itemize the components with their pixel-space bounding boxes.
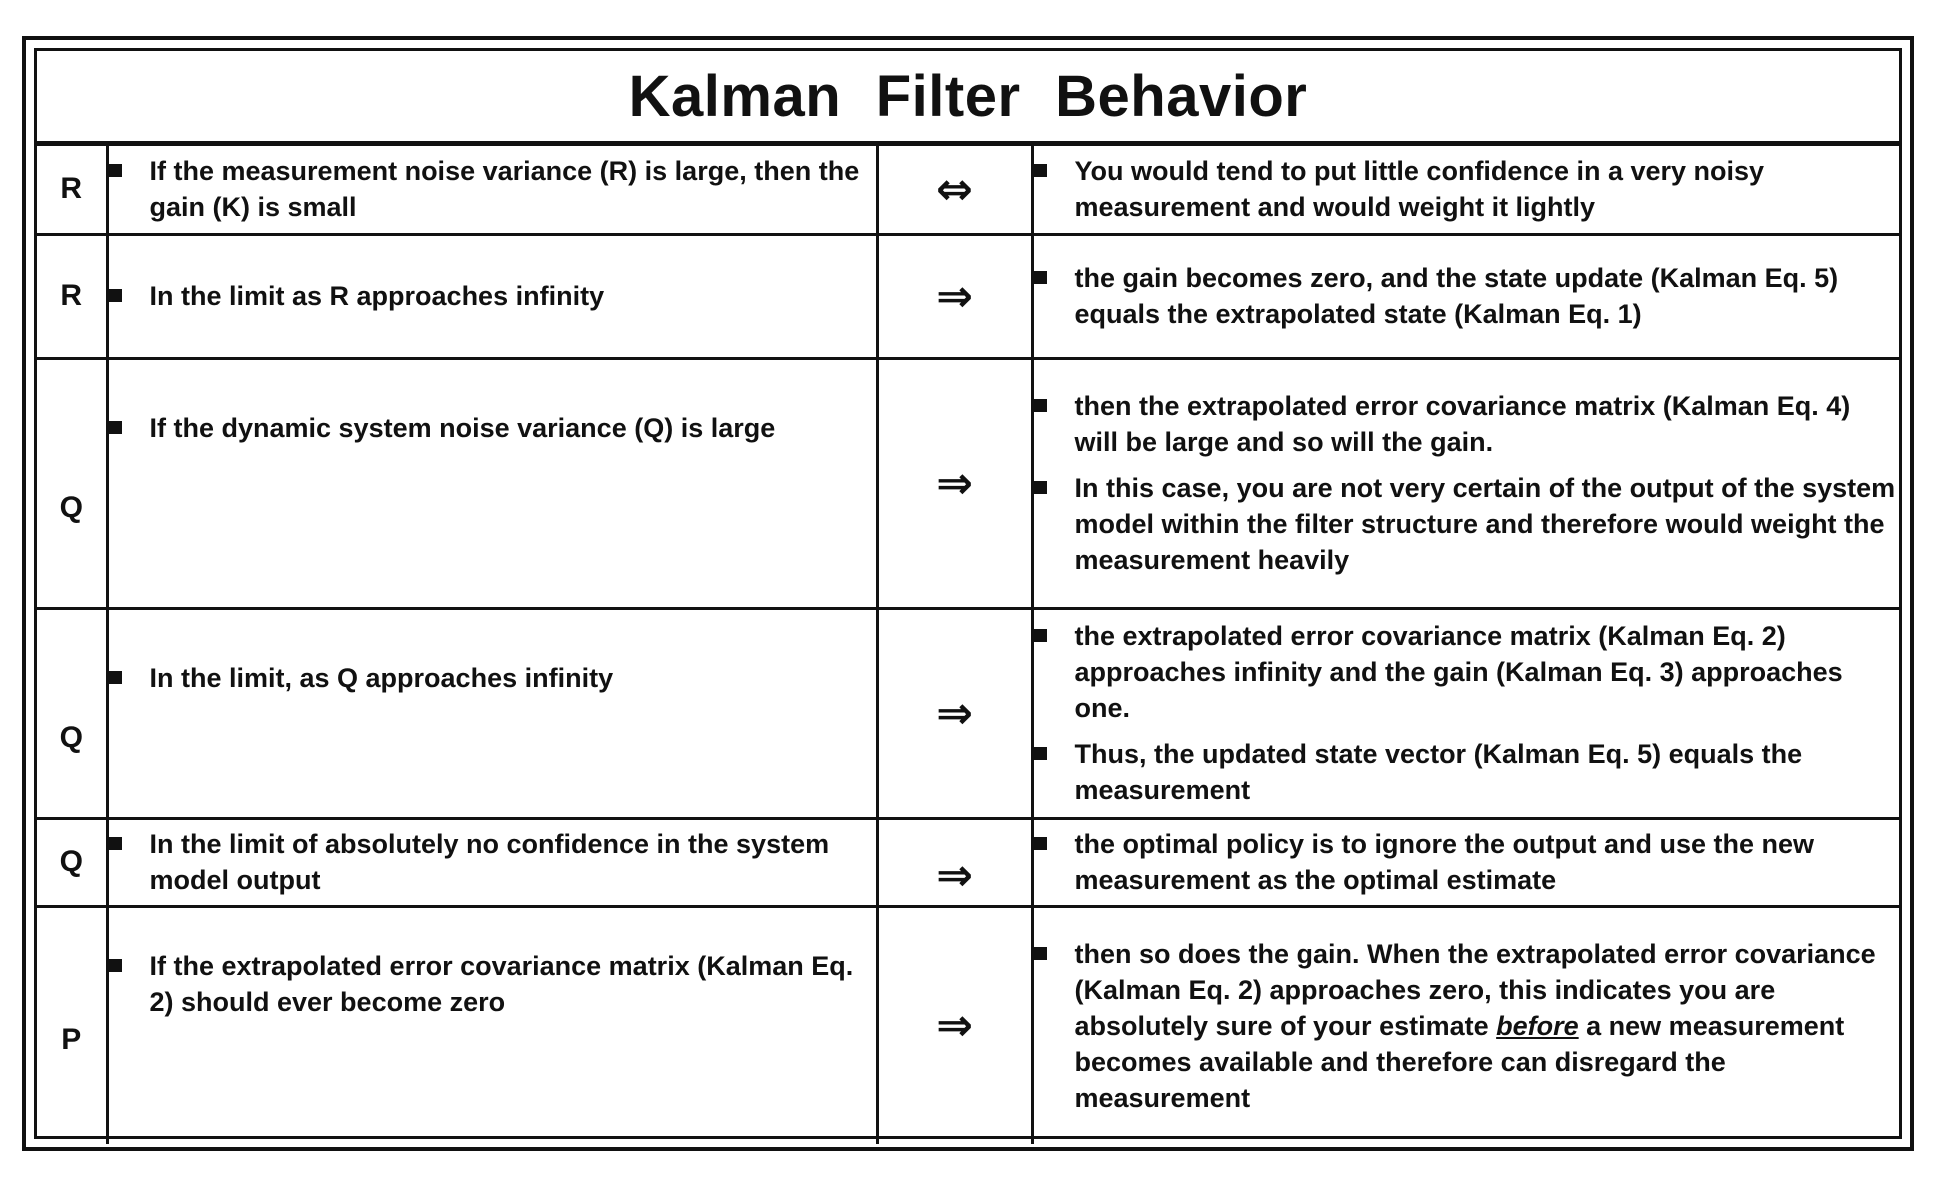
variable-cell: R [37,234,107,358]
emphasized-word: before [1496,1010,1579,1041]
bullet-icon [109,164,122,177]
list-item [1034,936,1900,1116]
consequence-cell [1032,146,1899,234]
list-item [1034,736,1900,808]
consequence-text: then the extrapolated error covariance matrix (Kalman Eq. 4) will be large and so will the gain. [1074,391,1851,457]
consequence-text: the extrapolated error covariance matrix (Kalman Eq. 2) approaches infinity and the gain (Kalman Eq. 3) approaches one. [1074,621,1843,723]
condition-text: In the limit as R approaches infinity [149,281,605,311]
variable-cell: R [37,146,107,234]
condition-cell [107,818,877,906]
variable-cell: Q [37,818,107,906]
consequence-cell [1032,906,1899,1144]
table-row [37,906,1899,1144]
condition-text: If the dynamic system noise variance (Q) is large [149,412,776,443]
consequence-text [1075,936,1900,1116]
consequence-cell [1032,358,1899,608]
list-item [1034,388,1900,460]
implication-arrow-icon: ⇒ [877,234,1032,358]
implication-arrow-icon: ⇒ [877,906,1032,1144]
kalman-behavior-table [37,146,1899,1144]
consequence-text-part: a new measurement becomes available and therefore can disregard the measurement [1074,1010,1845,1113]
bullet-icon [1034,747,1047,760]
condition-text: If the extrapolated error covariance matrix (Kalman Eq. 2) should ever become zero [149,950,854,1017]
list-item [1034,470,1900,578]
implication-arrow-icon: ⇒ [877,608,1032,818]
table-row [37,146,1899,234]
consequence-text: Thus, the updated state vector (Kalman Eq. 5) equals the measurement [1074,739,1803,805]
bullet-icon [1034,629,1047,642]
page-title: Kalman Filter Behavior [628,63,1308,129]
condition-cell [107,608,877,818]
bullet-icon [1034,399,1047,412]
variable-cell: Q [37,358,107,608]
table-row [37,818,1899,906]
consequence-text: You would tend to put little confidence in a very noisy measurement and would weight it lightly [1074,156,1765,223]
condition-cell [107,234,877,358]
condition-text: If the measurement noise variance (R) is large, then the gain (K) is small [149,156,860,223]
variable-cell: P [37,906,107,1144]
bullet-icon [109,671,122,684]
bullet-icon [109,421,122,434]
bullet-icon [109,959,122,972]
list-item [109,948,876,1020]
document-frame [22,36,1914,1151]
list-item [1034,618,1900,726]
list-item [109,278,876,314]
list-item [1034,260,1900,332]
bullet-icon [1034,164,1047,177]
implication-arrow-icon: ⇒ [877,358,1032,608]
bullet-icon [1034,837,1047,850]
table-frame [34,48,1902,1139]
table-row [37,234,1899,358]
implication-arrow-icon: ⇔ [877,146,1032,234]
list-item [109,826,876,898]
consequence-text: the optimal policy is to ignore the output and use the new measurement as the optimal estimate [1074,829,1815,895]
consequence-cell [1032,234,1899,358]
condition-text: In the limit of absolutely no confidence in the system model output [149,829,830,895]
consequence-cell [1032,818,1899,906]
list-item [109,410,876,446]
list-item [1034,153,1900,225]
consequence-text: the gain becomes zero, and the state update (Kalman Eq. 5) equals the extrapolated state (Kalman Eq. 1) [1074,263,1839,329]
bullet-icon [109,837,122,850]
consequence-cell [1032,608,1899,818]
bullet-icon [1034,947,1047,960]
bullet-icon [109,289,122,302]
table-row [37,608,1899,818]
bullet-icon [1034,481,1047,494]
list-item [109,660,876,696]
consequence-text-part: then so does the gain. When the extrapolated error covariance (Kalman Eq. 2) approaches zero, this indicates you are absolutely sure of your estimate [1074,938,1876,1041]
condition-text: In the limit, as Q approaches infinity [149,662,614,693]
condition-cell [107,358,877,608]
list-item [109,153,876,225]
condition-cell [107,146,877,234]
list-item [1034,826,1900,898]
consequence-text: In this case, you are not very certain of the output of the system model within the filter structure and therefore would weight the measurement heavily [1074,473,1896,575]
variable-cell: Q [37,608,107,818]
implication-arrow-icon: ⇒ [877,818,1032,906]
bullet-icon [1034,271,1047,284]
title-band [37,51,1899,146]
table-row [37,358,1899,608]
condition-cell [107,906,877,1144]
